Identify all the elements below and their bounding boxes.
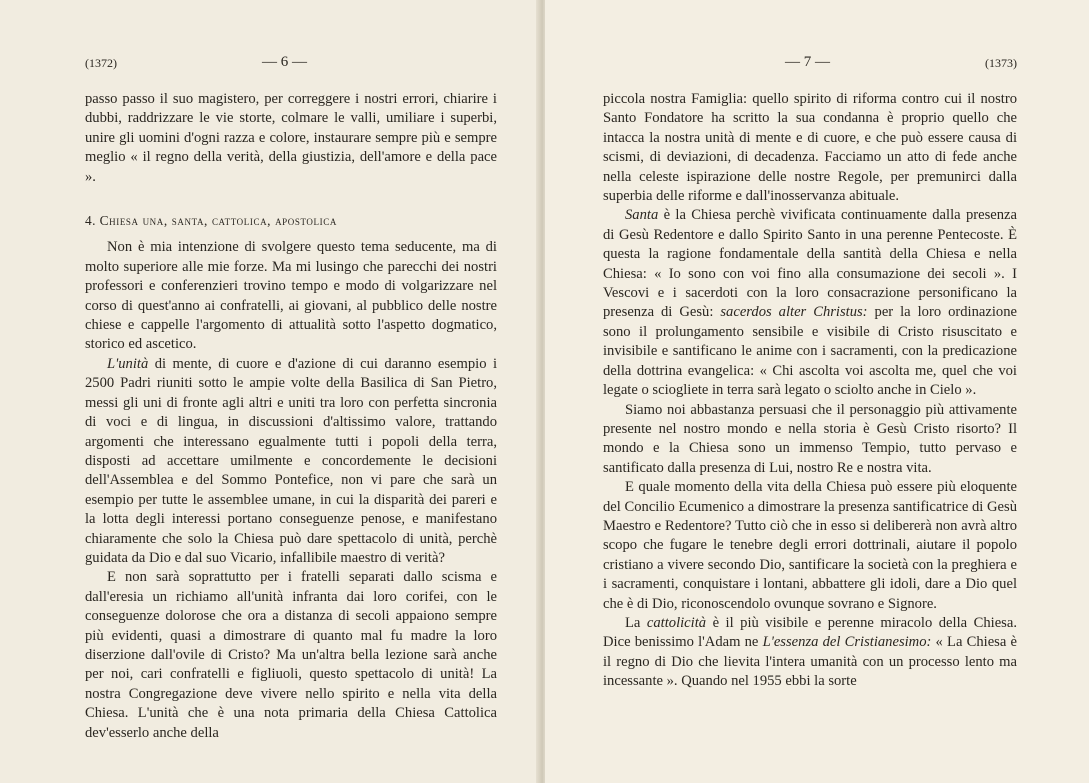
emphasis-santa: Santa [625, 207, 659, 224]
left-page-number: — 6 — [262, 54, 307, 70]
right-page-body [603, 90, 1017, 692]
left-paragraph-2: Non è mia intenzione di svolgere questo tema seducente, ma di molto superiore alle mie forze. Ma mi lusingo che parecchi dei nostri professori e conferenzieri trovino tempo e modo di volgarizzare nel corso di quest'anno ai confratelli, ai giovani, al pubblico delle nostre chiese e cappelle l'argomento di attualità sotto l'aspetto dogmatico, storico ed ascetico. [85, 239, 497, 353]
left-paragraph-4: E non sarà soprattutto per i fratelli separati dallo scisma e dall'eresia un richiamo all'unità infranta dai loro corifei, con le conseguenze dolorose che ora a distanza di secoli appaiono sempre più evidenti, quasi a dimostrare di quanto mal fu madre la loro diserzione dall'ovile di Cristo? Ma un'altra bella lezione sarà anche per noi, cari confratelli e figliuoli, questo spettacolo di unità! La nostra Congregazione deve vivere nello spirito e nella vita della Chiesa. L'unità che è una nota primaria della Chiesa Cattolica dev'esserlo anche della [85, 569, 497, 741]
right-paragraph-5: La cattolicità è il più visibile e perenne miracolo della Chiesa. Dice benissimo l'Adam ne L'essenza del Cristianesimo: « La Chiesa è il regno di Dio che lievita l'intera umanità con un processo lento ma incessante ». Quando nel 1955 ebbi la sorte [603, 614, 1017, 690]
section-title: Chiesa una, santa, cattolica, apostolica [99, 213, 337, 229]
right-page [545, 0, 1089, 783]
emphasis-sacerdos: sacerdos alter Christus: [720, 304, 868, 321]
emphasis-unita: L'unità [107, 355, 149, 372]
section-heading [85, 211, 497, 230]
left-paragraph-1: passo passo il suo magistero, per correggere i nostri errori, chiarire i dubbi, raddrizzare le vie storte, colmare le valli, umiliare i superbi, unire gli uomini d'ogni razza e colore, instaurare sempre più e sempre meglio « il regno della verità, della giustizia, dell'amore e della pace ». [85, 91, 497, 185]
right-page-code: (1373) [985, 56, 1017, 70]
right-paragraph-4: E quale momento della vita della Chiesa può essere più eloquente del Concilio Ecumenico a dimostrare la presenza santificatrice di Gesù Maestro e Redentore? Tutto ciò che in esso si delibererà non avrà altro scopo che fugare le tenebre degli errori dottrinali, aiutare il popolo cristiano a vivere secondo Dio, santificare la società con la preghiera e i sacramenti, conquistare i lontani, abbattere gli idoli, dare a Dio quel che è di Dio, riconoscendolo ovunque sovrano e Signore. [603, 479, 1017, 612]
right-page-number: — 7 — [785, 54, 830, 70]
left-page-code: (1372) [85, 56, 117, 70]
emphasis-cattolicita: cattolicità [646, 614, 707, 631]
left-paragraph-3: L'unità di mente, di cuore e d'azione di cui daranno esempio i 2500 Padri riuniti sotto le ampie volte della Basilica di San Pietro, messi gli uni di fronte agli altri e uniti tra loro con perfetta sincronia di voci e di lingua, in discussioni d'altissimo valore, trattando argomenti che interessano egualmente tutti i popoli della terra, disposti ad accettare umilmente e concordemente le decisioni dell'Assemblea e del Sommo Pontefice, non vi pare che sarà un esempio per tutte le assemblee umane, in cui la disparità dei pareri e la lotta degli interessi portano conseguenze penose, e manifestano chiaramente che solo la Chiesa può dare spettacolo di unità, perchè guidata da Dio e dal suo Vicario, infallibile maestro di verità? [85, 355, 497, 566]
right-paragraph-2: Santa è la Chiesa perchè vivificata continuamente dalla presenza di Gesù Redentore e dallo Spirito Santo in una perenne Pentecoste. È questa la ragione fondamentale della santità della Chiesa e nella Chiesa: « Io sono con voi fino alla consumazione dei secoli ». I Vescovi e i sacerdoti con la loro consacrazione personificano la presenza di Gesù: sacerdos alter Christus: per la loro ordinazione sono il prolungamento sensibile e visibile di Cristo risuscitato e invisibile e santificano le anime con i sacramenti, con la predicazione della dottrina evangelica: « Chi ascolta voi ascolta me, quel che voi legate o sciogliete in terra sarà legato o sciolto anche in Cielo ». [603, 207, 1017, 399]
right-paragraph-1: piccola nostra Famiglia: quello spirito di riforma contro cui il nostro Santo Fondatore ha scritto la sua condanna è proprio quello che intacca la nostra unità di mente e di cuore, e che può essere causa di scismi, di deviazioni, di decadenza. Facciamo un atto di fede anche nella celeste ispirazione delle nostre Regole, per premunirci dalla superbia delle riforme e dall'inosservanza abituale. [603, 91, 1017, 205]
left-page [0, 0, 541, 783]
emphasis-book-title: L'essenza del Cristianesimo: [762, 634, 932, 651]
left-page-body [85, 90, 497, 743]
section-number: 4. [85, 213, 96, 229]
right-paragraph-3: Siamo noi abbastanza persuasi che il personaggio più attivamente presente nel nostro mondo e nella storia è Gesù Cristo risorto? Il mondo e la Chiesa sono un immenso Tempio, tutto pervaso e santificato dalla presenza di Lui, nostro Re e nostra vita. [603, 401, 1017, 476]
